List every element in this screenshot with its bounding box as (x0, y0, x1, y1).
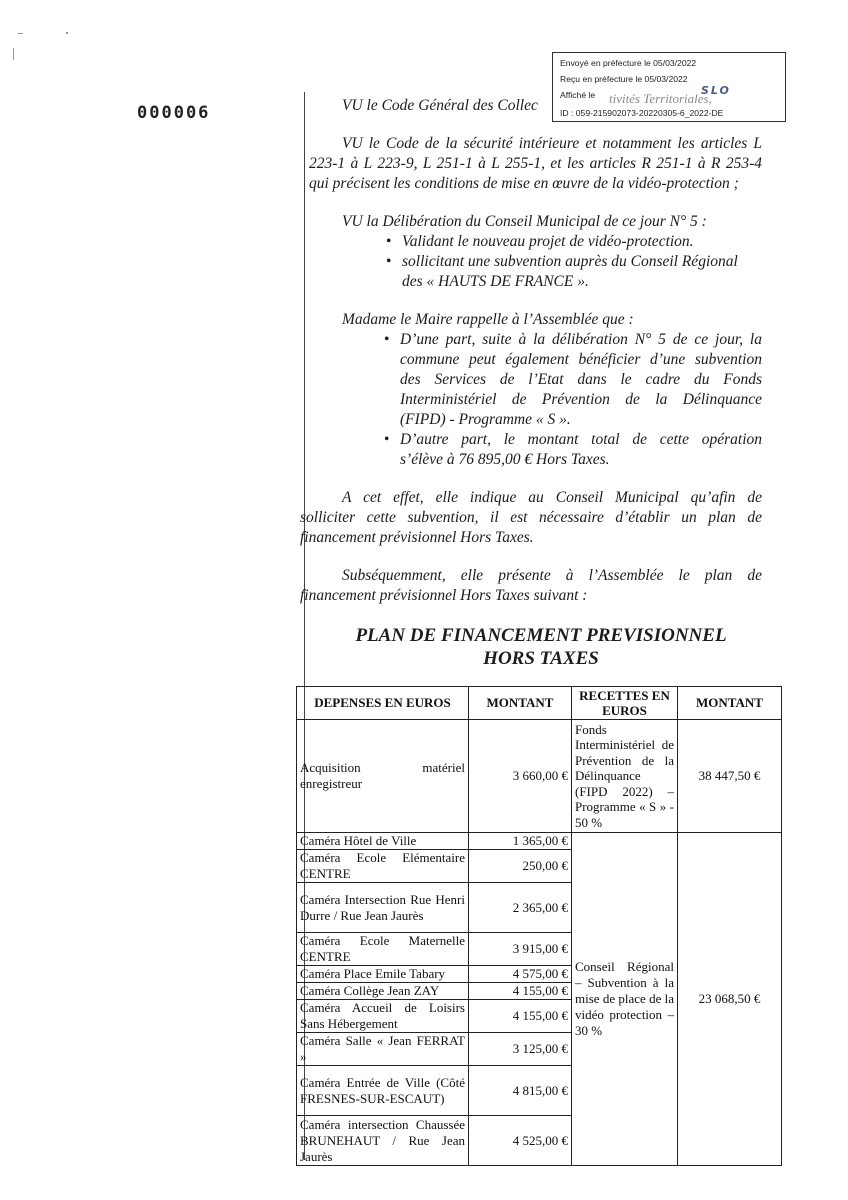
p4-bullet-1-line-1: • D’une part, suite à la délibération N° 5 de ce jour, la (400, 330, 762, 350)
p2-line-2: 223-1 à L 223-9, L 251-1 à L 255-1, et les articles R 251-1 à R 253-4 (309, 155, 762, 172)
expense-label: Caméra Ecole Maternelle CENTRE (297, 933, 469, 966)
expense-amount: 250,00 € (469, 850, 572, 883)
expense-label: Caméra Salle « Jean FERRAT » (297, 1033, 469, 1066)
expense-label: Acquisition matériel enregistreur (297, 720, 469, 833)
stamp-posted: Affiché le (560, 90, 596, 100)
p6-line-1: Subséquemment, elle présente à l’Assemblée le plan de (342, 567, 762, 584)
revenue-label: Fonds Interministériel de Prévention de la Délinquance (FIPD 2022) – Programme « S » - 50 % (572, 720, 678, 833)
p4-bullet-1-line-3: des Services de l’Etat dans le cadre du Fonds (400, 371, 762, 388)
document-number: 000006 (137, 103, 211, 123)
expense-amount: 4 155,00 € (469, 1000, 572, 1033)
scan-speck (66, 32, 68, 34)
expense-label: Caméra Place Emile Tabary (297, 966, 469, 983)
expense-label: Caméra Entrée de Ville (Côté FRESNES-SUR-ESCAUT) (297, 1066, 469, 1116)
scan-speck (18, 33, 23, 34)
expense-label: Caméra Intersection Rue Henri Durre / Rue Jean Jaurès (297, 883, 469, 933)
expense-amount: 3 125,00 € (469, 1033, 572, 1066)
prefecture-stamp (552, 52, 786, 122)
p4-bullet-2-line-1: • D’autre part, le montant total de cette opération (400, 430, 762, 450)
expense-amount: 4 155,00 € (469, 983, 572, 1000)
table-row (297, 720, 782, 833)
p5-line-1: A cet effet, elle indique au Conseil Municipal qu’afin de (342, 489, 762, 506)
p6-line-2: financement prévisionnel Hors Taxes suivant : (300, 587, 588, 604)
p4-bullet-1-line-4: Interministériel de Prévention de la Délinquance (400, 391, 762, 408)
expense-amount: 2 365,00 € (469, 883, 572, 933)
header-amount-revenues: MONTANT (678, 687, 782, 720)
expense-amount: 4 525,00 € (469, 1116, 572, 1166)
expense-label: Caméra Ecole Elémentaire CENTRE (297, 850, 469, 883)
stamp-overlap-text: tivités Territoriales, (609, 91, 712, 106)
revenue-amount: 23 068,50 € (678, 833, 782, 1166)
p5-line-2: solliciter cette subvention, il est nécessaire d’établir un plan de (300, 509, 762, 526)
expense-amount: 4 575,00 € (469, 966, 572, 983)
table-row (297, 833, 782, 850)
expense-amount: 3 660,00 € (469, 720, 572, 833)
p3-bullet-1: • Validant le nouveau projet de vidéo-protection. (402, 232, 694, 252)
slo-logo: SLO (701, 84, 731, 97)
revenue-label: Conseil Régional – Subvention à la mise de place de la vidéo protection – 30 % (572, 833, 678, 1166)
expense-amount: 4 815,00 € (469, 1066, 572, 1116)
stamp-received: Reçu en préfecture le 05/03/2022 (560, 74, 688, 84)
p3-bullet-2-line-1: • sollicitant une subvention auprès du Conseil Régional (402, 252, 738, 272)
expense-label: Caméra Hôtel de Ville (297, 833, 469, 850)
expense-amount: 3 915,00 € (469, 933, 572, 966)
table-header-row (297, 687, 782, 720)
stamp-id: ID : 059-215902073-20220305-6_2022-DE (560, 108, 724, 118)
paragraph-code-general: VU le Code Général des Collec (342, 97, 538, 114)
header-amount-expenses: MONTANT (469, 687, 572, 720)
plan-title-line-2: HORS TAXES (483, 648, 599, 669)
p4-bullet-2-line-2: s’élève à 76 895,00 € Hors Taxes. (400, 451, 610, 468)
p2-line-1: VU le Code de la sécurité intérieure et notamment les articles L (342, 135, 762, 152)
p3-deliberation: VU la Délibération du Conseil Municipal de ce jour N° 5 : (342, 213, 707, 230)
expense-label: Caméra intersection Chaussée BRUNEHAUT / Rue Jean Jaurès (297, 1116, 469, 1166)
p4-maire: Madame le Maire rappelle à l’Assemblée que : (342, 311, 634, 328)
stamp-sent: Envoyé en préfecture le 05/03/2022 (560, 58, 697, 68)
p3-bullet-2-line-2: des « HAUTS DE FRANCE ». (402, 273, 589, 290)
expense-amount: 1 365,00 € (469, 833, 572, 850)
p2-line-3: qui précisent les conditions de mise en œuvre de la vidéo-protection ; (309, 175, 739, 192)
plan-title-line-1: PLAN DE FINANCEMENT PREVISIONNEL (355, 625, 727, 646)
scan-speck (13, 48, 14, 60)
p4-bullet-1-line-2: commune peut également bénéficier d’une subvention (400, 351, 762, 368)
revenue-amount: 38 447,50 € (678, 720, 782, 833)
p4-bullet-1-line-5: (FIPD) - Programme « S ». (400, 411, 571, 428)
expense-label: Caméra Collège Jean ZAY (297, 983, 469, 1000)
expense-label: Caméra Accueil de Loisirs Sans Hébergement (297, 1000, 469, 1033)
header-expenses: DEPENSES EN EUROS (297, 687, 469, 720)
p5-line-3: financement prévisionnel Hors Taxes. (300, 529, 534, 546)
header-revenues: RECETTES EN EUROS (572, 687, 678, 720)
financing-table (296, 686, 782, 1166)
